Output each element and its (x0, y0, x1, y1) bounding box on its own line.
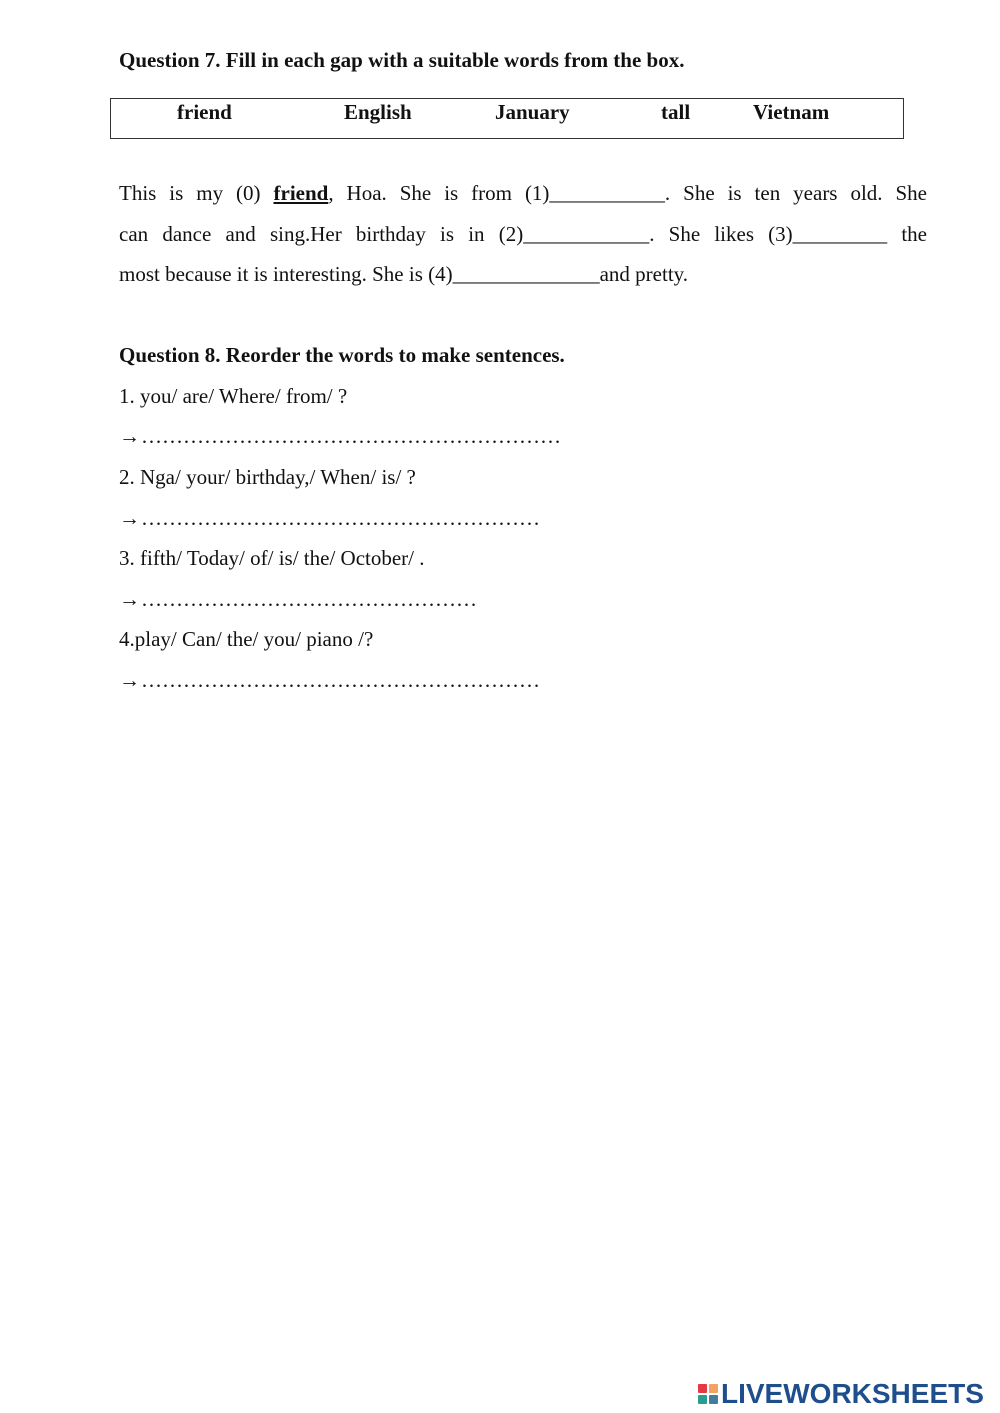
logo-square-teal (698, 1395, 707, 1404)
paragraph-line-1-start: This is my (0) (119, 181, 274, 205)
box-word-tall: tall (661, 100, 691, 124)
answer-line-2[interactable] (119, 506, 540, 531)
question-8-heading: Question 8. Reorder the words to make sentences. (119, 343, 565, 367)
arrow-icon: → (119, 668, 140, 692)
answer-dots-1[interactable]: …………………………………………………… (141, 424, 561, 448)
question-7-heading: Question 7. Fill in each gap with a suitable words from the box. (119, 48, 685, 72)
answer-dots-4[interactable]: ………………………………………………… (141, 668, 540, 692)
liveworksheets-logo-icon (698, 1384, 718, 1404)
example-answer-word: friend (273, 181, 329, 205)
logo-square-orange (709, 1384, 718, 1393)
box-word-friend: friend (177, 100, 232, 124)
answer-dots-2[interactable]: ………………………………………………… (141, 506, 540, 530)
box-word-january: January (495, 100, 570, 124)
box-word-english: English (344, 100, 412, 124)
answer-line-3[interactable] (119, 587, 477, 612)
paragraph-line-2[interactable]: can dance and sing.Her birthday is in (2)____________. She likes (3)_________ the (119, 222, 927, 246)
paragraph-line-1-end[interactable]: , Hoa. She is from (1)___________. She is ten years old. She (328, 181, 927, 205)
logo-square-red (698, 1384, 707, 1393)
reorder-prompt-4: 4.play/ Can/ the/ you/ piano /? (119, 627, 374, 651)
answer-dots-3[interactable]: ………………………………………… (141, 587, 477, 611)
logo-text: LIVEWORKSHEETS (721, 1378, 984, 1409)
answer-line-1[interactable] (119, 424, 561, 449)
arrow-icon: → (119, 506, 140, 530)
reorder-prompt-3: 3. fifth/ Today/ of/ is/ the/ October/ . (119, 546, 425, 570)
arrow-icon: → (119, 424, 140, 448)
answer-line-4[interactable] (119, 668, 540, 693)
paragraph-line-2-wrap (119, 222, 927, 247)
logo-square-blue (709, 1395, 718, 1404)
paragraph-line-3[interactable]: most because it is interesting. She is (4)______________and pretty. (119, 262, 689, 286)
liveworksheets-logo[interactable] (698, 1378, 984, 1410)
box-word-vietnam: Vietnam (753, 100, 830, 124)
reorder-prompt-1: 1. you/ are/ Where/ from/ ? (119, 384, 348, 408)
fill-gap-paragraph (119, 181, 927, 206)
arrow-icon: → (119, 587, 140, 611)
reorder-prompt-2: 2. Nga/ your/ birthday,/ When/ is/ ? (119, 465, 416, 489)
word-box (110, 98, 904, 139)
paragraph-line-1 (119, 181, 927, 206)
